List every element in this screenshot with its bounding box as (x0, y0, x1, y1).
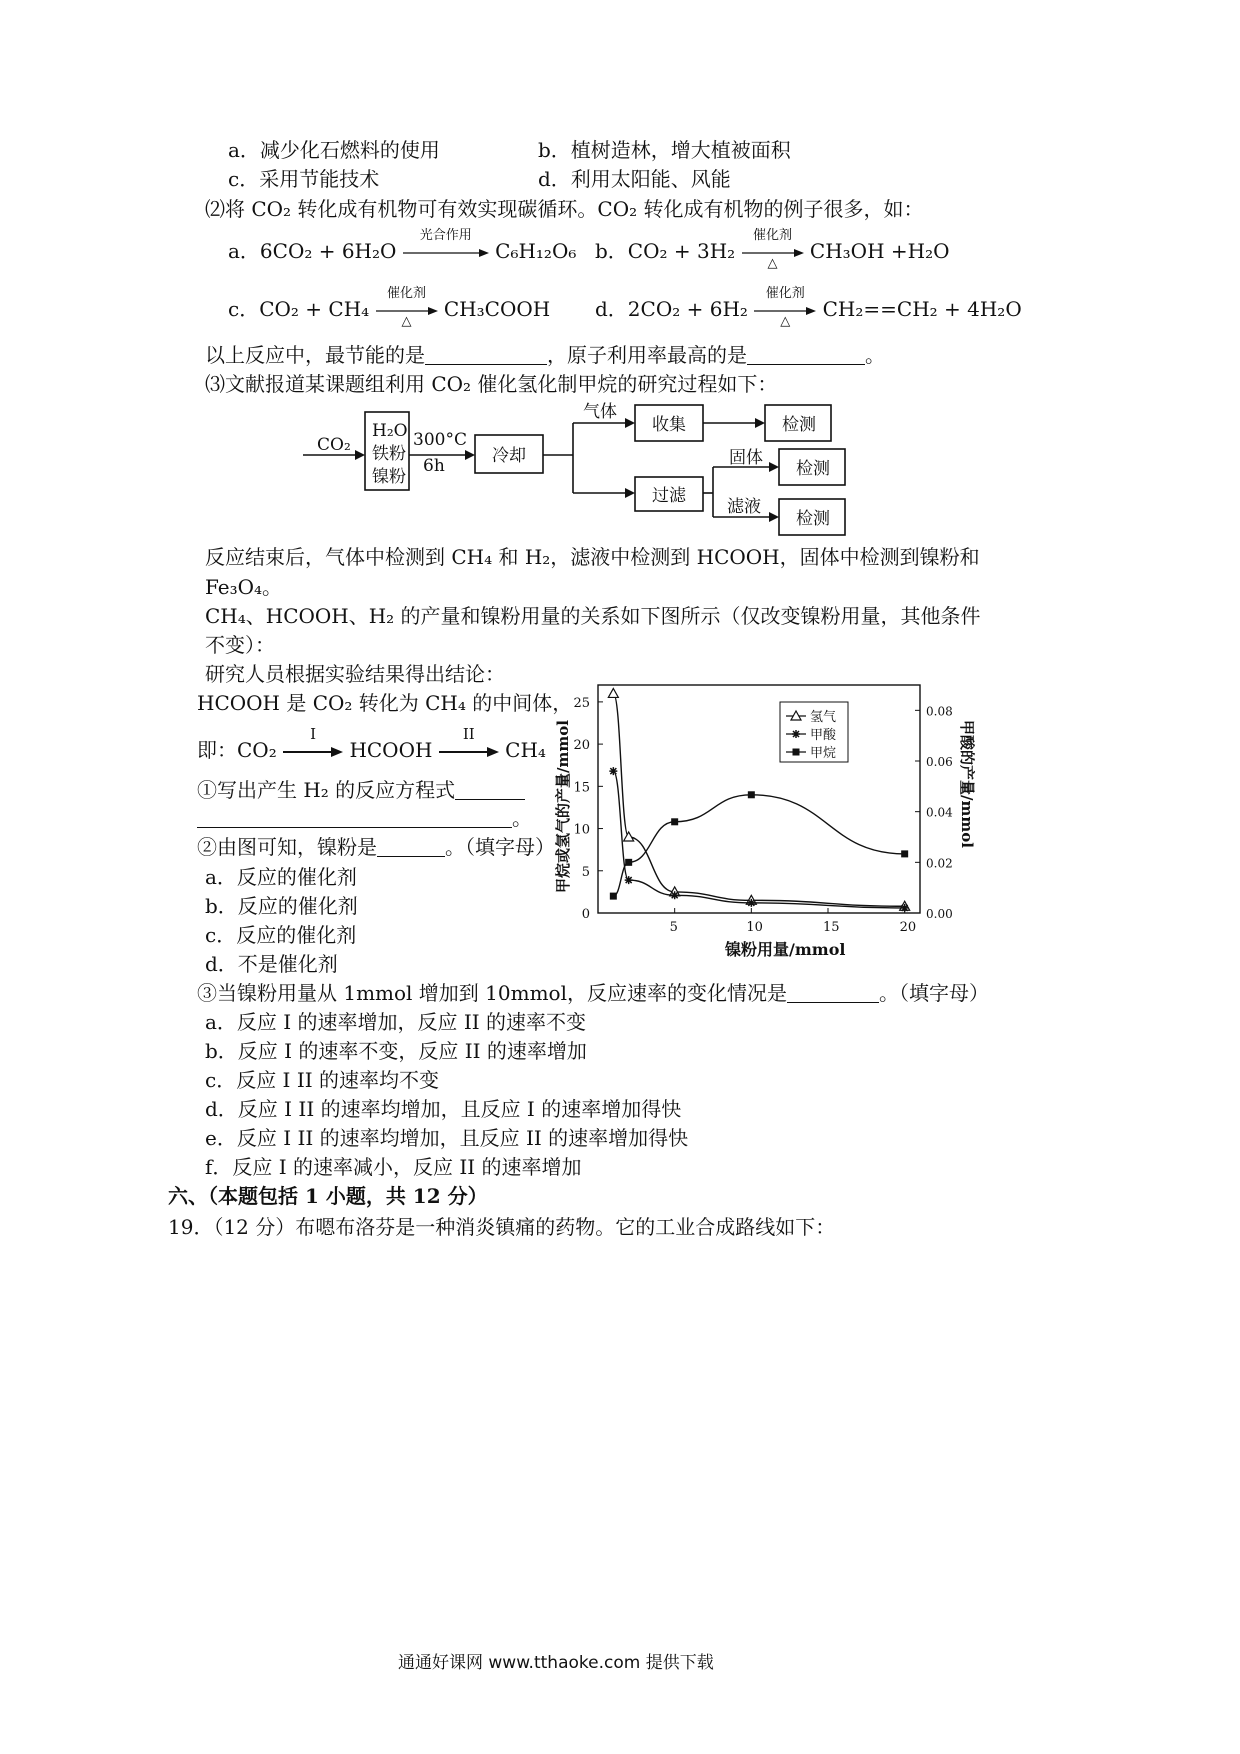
process-flow-diagram (295, 395, 875, 545)
reaction-b-condition: 催化剂 (753, 227, 793, 243)
series-line-square (613, 795, 904, 896)
filter-label: 过滤 (652, 486, 686, 506)
reaction-d-left: d．2CO₂ + 6H₂ (595, 297, 748, 321)
y-left-tick-label: 5 (581, 864, 590, 880)
y-left-tick-label: 25 (573, 695, 590, 711)
legend-marker (793, 749, 800, 756)
reaction-d-heat: △ (780, 313, 791, 329)
flow-condition-temp: 300°C (413, 430, 467, 450)
scheme-arrow-2 (439, 724, 499, 763)
reaction-arrow (754, 285, 816, 329)
sub3-end: 。（填字母） (878, 981, 989, 1005)
gas-label: 气体 (583, 402, 617, 422)
q2-intro: ⑵将 CO₂ 转化成有机物可有效实现碳循环。CO₂ 转化成有机物的例子很多，如： (205, 197, 924, 221)
sub3-option-e: e．反应 I II 的速率均增加，且反应 II 的速率增加得快 (205, 1126, 689, 1150)
y-right-tick-label: 0.08 (926, 704, 953, 719)
para-result-line1: 反应结束后，气体中检测到 CH₄ 和 H₂，滤液中检测到 HCOOH，固体中检测到镍粉和 (205, 545, 980, 569)
y-right-tick-label: 0.06 (926, 755, 953, 769)
sub-question-1-line2 (197, 806, 532, 830)
data-point-triangle (624, 832, 634, 841)
legend-label: 氢气 (810, 710, 837, 725)
y-left-tick-label: 15 (573, 780, 590, 796)
reaction-c-condition: 催化剂 (387, 285, 427, 301)
data-point-star (671, 891, 679, 899)
reaction-arrow (376, 285, 438, 329)
reaction-scheme (197, 724, 546, 763)
scheme-arrow-1 (283, 724, 343, 763)
sub3-text: ③当镍粉用量从 1mmol 增加到 10mmol，反应速率的变化情况是 (197, 981, 787, 1005)
sub2-option-a: a．反应的催化剂 (205, 865, 357, 889)
para-relation-line2: 不变）： (205, 633, 275, 657)
data-point-star (901, 904, 909, 912)
reaction-c-heat: △ (401, 313, 412, 329)
x-tick-label: 10 (746, 920, 763, 935)
y-left-tick-label: 10 (573, 822, 590, 838)
legend-label: 甲酸 (810, 728, 837, 743)
y-right-tick-label: 0.00 (926, 907, 953, 921)
sub2-end: 。（填字母） (445, 835, 555, 859)
reaction-arrow (403, 227, 489, 264)
para-relation-line1: CH₄、HCOOH、H₂ 的产量和镍粉用量的关系如下图所示（仅改变镍粉用量，其他条件 (205, 604, 981, 628)
para-intermediate: HCOOH 是 CO₂ 转化为 CH₄ 的中间体， (197, 691, 573, 715)
sub-question-2 (197, 835, 555, 859)
data-point-star (609, 767, 617, 775)
reaction-b-right: CH₃OH +H₂O (809, 239, 950, 263)
data-point-star (747, 899, 755, 907)
scheme-mid: HCOOH (349, 738, 433, 762)
sub2-option-b: b．反应的催化剂 (205, 894, 358, 918)
series-line-triangle (613, 693, 904, 906)
answer-blank[interactable] (787, 982, 879, 1003)
reaction-b-heat: △ (767, 255, 778, 271)
reaction-a-right: C₆H₁₂O₆ (495, 239, 577, 263)
question-19: 19．（12 分）布嗯布洛芬是一种消炎镇痛的药物。它的工业合成路线如下： (168, 1215, 836, 1239)
y-right-tick-label: 0.04 (926, 805, 953, 820)
data-point-star (625, 876, 633, 884)
y-left-tick-label: 0 (581, 907, 590, 922)
data-point-square (748, 791, 755, 798)
legend-marker (792, 730, 800, 738)
reaction-c-left: c．CO₂ + CH₄ (228, 297, 370, 321)
reaction-c (228, 285, 551, 329)
reaction-c-right: CH₃COOH (443, 297, 551, 321)
flow-input-label: CO₂ (317, 435, 351, 455)
para-conclusion: 研究人员根据实验结果得出结论： (205, 662, 505, 686)
plot-frame (598, 685, 920, 913)
detect-label-3: 检测 (796, 509, 830, 529)
q1-option-b: b．植树造林，增大植被面积 (538, 138, 791, 162)
yield-chart (540, 680, 976, 970)
answer-blank[interactable] (455, 779, 525, 800)
sub3-option-b: b．反应 I 的速率不变，反应 II 的速率增加 (205, 1039, 587, 1063)
para-result-line2: Fe₃O₄。 (205, 575, 283, 599)
data-point-triangle (608, 688, 618, 697)
reaction-b-left: b．CO₂ + 3H₂ (595, 239, 736, 263)
reaction-a-condition: 光合作用 (419, 227, 472, 243)
answer-blank[interactable] (425, 344, 547, 365)
reactor-line-1: H₂O (372, 421, 408, 441)
solid-label: 固体 (729, 448, 763, 468)
sub1-end: 。 (512, 806, 532, 830)
reaction-a-left: a．6CO₂ + 6H₂O (228, 239, 397, 263)
footer: 通通好课网 www.tthaoke.com 提供下载 (398, 1653, 714, 1673)
reaction-d-right: CH₂==CH₂ + 4H₂O (822, 297, 1022, 321)
q2-question-text-2: ，原子利用率最高的是 (547, 343, 747, 367)
collect-label: 收集 (652, 415, 686, 435)
q1-option-a: a．减少化石燃料的使用 (228, 138, 440, 162)
detect-label-1: 检测 (782, 415, 816, 435)
sub3-option-a: a．反应 I 的速率增加，反应 II 的速率不变 (205, 1010, 587, 1034)
data-point-square (901, 850, 908, 857)
q1-option-c: c．采用节能技术 (228, 167, 380, 191)
x-tick-label: 20 (899, 920, 917, 935)
reaction-b (595, 227, 950, 271)
reaction-d-condition: 催化剂 (765, 285, 805, 301)
data-point-square (671, 818, 678, 825)
q2-question-text-1: 以上反应中，最节能的是 (205, 343, 425, 367)
reaction-a (228, 227, 577, 264)
y-axis-right-label: 甲酸的产量/mmol (958, 720, 976, 848)
sub3-option-d: d．反应 I II 的速率均增加，且反应 I 的速率增加得快 (205, 1097, 682, 1121)
scheme-end: CH₄ (505, 738, 546, 762)
reaction-arrow (742, 227, 804, 271)
x-axis-label: 镍粉用量/mmol (725, 940, 846, 959)
q2-question-end: 。 (865, 343, 885, 367)
y-left-tick-label: 20 (573, 738, 590, 754)
sub2-text: ②由图可知，镍粉是 (197, 835, 377, 859)
x-tick-label: 15 (823, 920, 840, 935)
sub3-option-f: f．反应 I 的速率减小，反应 II 的速率增加 (205, 1155, 582, 1179)
answer-blank[interactable] (377, 836, 445, 857)
scheme-step-2: II (462, 724, 475, 743)
answer-blank[interactable] (747, 344, 865, 365)
q1-option-d: d．利用太阳能、风能 (538, 167, 731, 191)
data-point-square (610, 893, 617, 900)
q2-question (205, 343, 885, 367)
sub-question-1 (197, 778, 525, 802)
sub-question-3 (197, 981, 989, 1005)
q3-intro: ⑶文献报道某课题组利用 CO₂ 催化氢化制甲烷的研究过程如下： (205, 372, 778, 396)
legend-label: 甲烷 (810, 746, 837, 761)
answer-blank[interactable] (197, 807, 512, 828)
detect-label-2: 检测 (796, 459, 830, 479)
cool-label: 冷却 (492, 446, 526, 466)
scheme-step-1: I (310, 724, 317, 743)
sub2-option-c: c．反应的催化剂 (205, 923, 357, 947)
x-tick-label: 5 (669, 920, 678, 935)
series-line-star (613, 771, 904, 908)
flow-condition-time: 6h (423, 456, 445, 476)
sub3-option-c: c．反应 I II 的速率均不变 (205, 1068, 439, 1092)
sub1-text: ①写出产生 H₂ 的反应方程式 (197, 778, 456, 802)
reaction-d (595, 285, 1022, 329)
filtrate-label: 滤液 (727, 497, 761, 517)
sub2-option-d: d．不是催化剂 (205, 952, 338, 976)
y-axis-left-label: 甲烷或氢气的产量/mmol (554, 720, 572, 893)
y-right-tick-label: 0.02 (926, 856, 953, 871)
section-six-heading: 六、（本题包括 1 小题，共 12 分） (168, 1184, 488, 1208)
scheme-prefix: 即：CO₂ (197, 738, 277, 762)
reactor-line-3: 镍粉 (372, 467, 406, 487)
data-point-square (625, 859, 632, 866)
reactor-line-2: 铁粉 (372, 444, 406, 464)
